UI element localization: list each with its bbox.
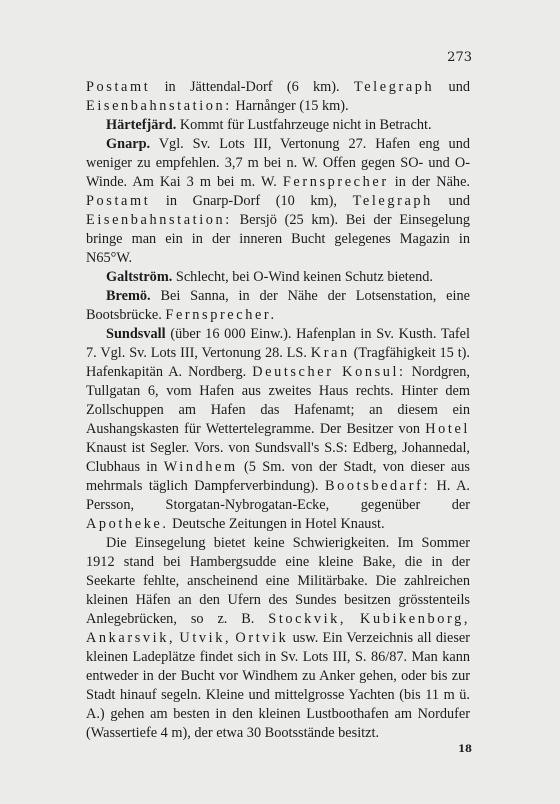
spaced-term: Bootsbedarf: bbox=[324, 478, 431, 494]
paragraph-bremoe bbox=[86, 287, 470, 325]
spaced-term: Apotheke. bbox=[86, 516, 169, 532]
text-run: (über 16 000 Einw.). Hafenplan in Sv. Kusth. Tafel 7. Vgl. Sv. Lots III, Vertonung 28. LS. bbox=[86, 326, 470, 361]
spaced-term: Deutscher Konsul: bbox=[252, 364, 406, 380]
spaced-term: Postamt bbox=[86, 79, 151, 95]
paragraph-gnarp bbox=[86, 135, 470, 268]
paragraph-jaettendal bbox=[86, 78, 470, 116]
text-run: usw. Ein Verzeichnis all dieser kleinen Ladeplätze findet sich in Sv. Lots III, S. 86/87. Man kann entweder in der Bucht vor Windhem zu Anker gehen, oder bis zur Stadt hinauf segeln. Kleine und mittelgrosse Yachten (bis 11 m ü. A.) gehen am besten in den kleinen Lustboothafen am Nordufer (Wassertiefe 4 m), der etwa 30 Bootsstände besitzt. bbox=[86, 630, 471, 741]
text-run: in Jättendal-Dorf (6 km). bbox=[150, 79, 354, 95]
spaced-term: Ankarsvik, bbox=[86, 630, 176, 646]
text-run: Bei Sanna, in der Nähe der Lotsenstation, eine Bootsbrücke. bbox=[86, 288, 470, 323]
spaced-term: Kran bbox=[310, 345, 350, 361]
place-heading: Sundsvall bbox=[106, 326, 166, 342]
spaced-term: Telegraph bbox=[353, 79, 435, 95]
spaced-term: Hotel bbox=[425, 421, 470, 437]
signature-mark: 18 bbox=[458, 744, 472, 755]
text-run: (Tragfähigkeit 15 t). Hafenkapitän A. Nordberg. bbox=[86, 345, 470, 380]
text-run: Nordgren, Tullgatan 6, vom Hafen aus zweites Haus rechts. Hinter dem Zollschuppen am Hafen das Hafenamt; an diesem ein Aushangskasten für Wettertelegramme. Der Besitzer von bbox=[86, 364, 470, 437]
spaced-term: Eisenbahnstation: bbox=[86, 212, 232, 228]
paragraph-sundsvall bbox=[86, 325, 470, 534]
text-run: Die Einsegelung bietet keine Schwierigkeiten. Im Sommer 1912 stand bei Hambergsudde eine kleine Bake, die in der Seekarte fehlte, anscheinend eine Militärbake. Die zahlreichen kleinen Häfen an den Ufern des Sundes besitzen grösstenteils Anlegebrücken, so z. B. bbox=[86, 535, 470, 627]
paragraph-galtstroem bbox=[86, 268, 470, 287]
place-heading: Härtefjärd. bbox=[106, 117, 177, 133]
spaced-term: Eisenbahnstation: bbox=[86, 98, 232, 114]
text-run: und bbox=[432, 193, 470, 209]
text-run: H. A. Persson, Storgatan-Nybrogatan-Ecke, gegenüber der bbox=[86, 478, 470, 513]
spaced-term: Windhem bbox=[163, 459, 238, 475]
place-heading: Bremö. bbox=[106, 288, 151, 304]
text-run: (5 Sm. von der Stadt, von dieser aus mehrmals täglich Dampferverbindung). bbox=[86, 459, 470, 494]
spaced-term: Ortvik bbox=[235, 630, 289, 646]
spaced-term: Postamt bbox=[86, 193, 151, 209]
spaced-term: Fernsprecher. bbox=[165, 307, 277, 323]
text-run: Schlecht, bei O-Wind keinen Schutz bietend. bbox=[172, 269, 433, 285]
spaced-term: Stockvik, bbox=[268, 611, 347, 627]
text-run: Bersjö (25 km). Bei der Einsegelung bringe man ein in der inneren Bucht gelegenes Magazin in N65°W. bbox=[86, 212, 470, 266]
spaced-term: Fernsprecher bbox=[282, 174, 389, 190]
text-run: in der Nähe. bbox=[388, 174, 470, 190]
text-run: und bbox=[434, 79, 470, 95]
paragraph-haertefjaerd bbox=[86, 116, 470, 135]
text-run: Knaust ist Segler. Vors. von Sundsvall's S.S: Edberg, Johannedal, Clubhaus in bbox=[86, 440, 470, 475]
text-run: Harnånger (15 km). bbox=[231, 98, 349, 114]
spaced-term: Kubikenborg, bbox=[360, 611, 470, 627]
text-run bbox=[346, 611, 360, 627]
body-text bbox=[86, 78, 470, 743]
place-heading: Galtström. bbox=[106, 269, 173, 285]
spaced-term: Utvik, bbox=[179, 630, 232, 646]
paragraph-einsegelung bbox=[86, 534, 470, 743]
text-run: Vgl. Sv. Lots III, Vertonung 27. Hafen eng und weniger zu empfehlen. 3,7 m bei n. W. Offen gegen SO- und O-Winde. Am Kai 3 m bei m. W. bbox=[86, 136, 470, 190]
spaced-term: Telegraph bbox=[352, 193, 433, 209]
page-number: 273 bbox=[447, 50, 472, 65]
place-heading: Gnarp. bbox=[106, 136, 151, 152]
text-run: Kommt für Lustfahrzeuge nicht in Betracht. bbox=[176, 117, 432, 133]
text-run: Deutsche Zeitungen in Hotel Knaust. bbox=[168, 516, 385, 532]
text-run: in Gnarp-Dorf (10 km), bbox=[150, 193, 353, 209]
